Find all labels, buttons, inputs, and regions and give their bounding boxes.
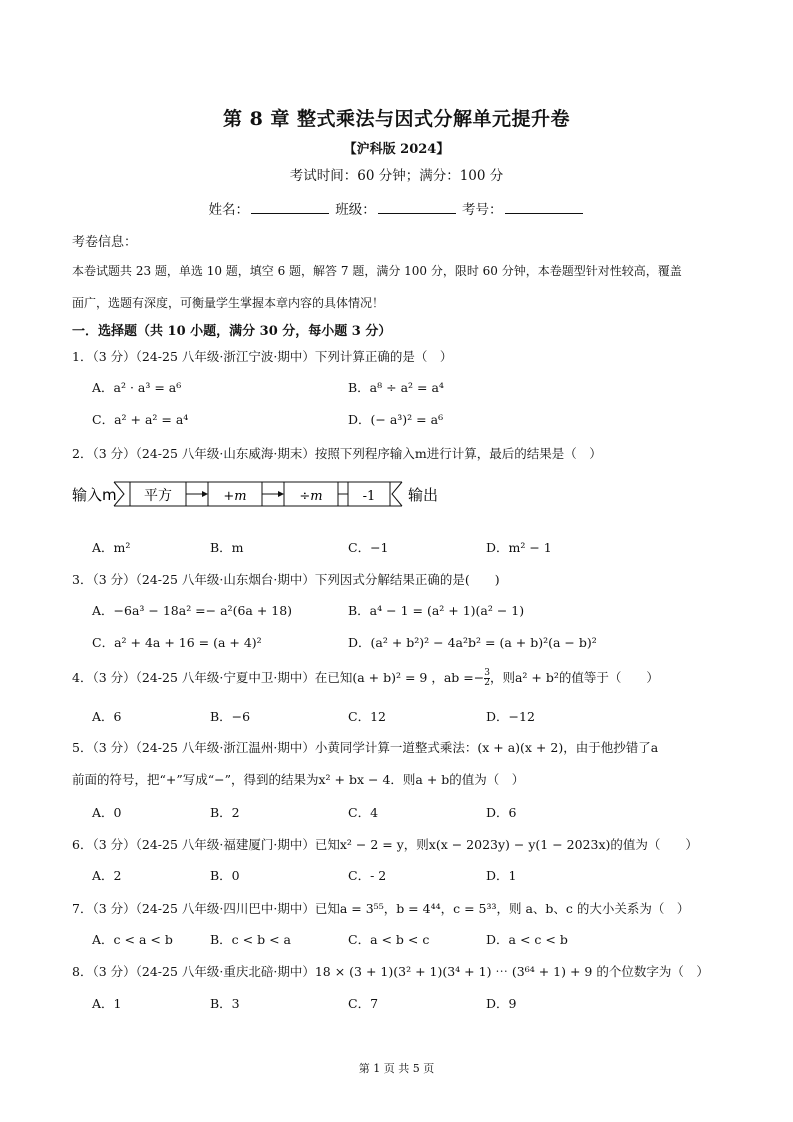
q5-option-b[interactable]: B．2 [210, 805, 240, 820]
question-7: 7．（3 分）（24-25 八年级·四川巴中·期中）已知a = 3⁵⁵，b = 4⁴⁴，c = 5³³，则 a、b、c 的大小关系为（ ） [72, 901, 690, 916]
q6-option-a[interactable]: A．2 [92, 868, 122, 883]
q7-option-b[interactable]: B．c < b < a [210, 932, 291, 947]
question-8: 8．（3 分）（24-25 八年级·重庆北碚·期中）18 × (3 + 1)(3² + 1)(3⁴ + 1) ⋯ (3⁶⁴ + 1) + 9 的个位数字为（ ） [72, 964, 709, 979]
id-blank[interactable] [505, 199, 583, 214]
q1-option-d[interactable]: D．(− a³)² = a⁶ [348, 412, 444, 427]
name-blank[interactable] [251, 199, 329, 214]
question-5: 5．（3 分）（24-25 八年级·浙江温州·期中）小黄同学计算一道整式乘法：(x + a)(x + 2)，由于他抄错了a [72, 740, 659, 755]
intro-line-2: 面广，选题有深度，可衡量学生掌握本章内容的具体情况！ [72, 296, 385, 310]
id-label: 考号： [462, 202, 503, 218]
q3-option-a[interactable]: A．−6a³ − 18a² =− a²(6a + 18) [92, 603, 293, 618]
question-3: 3．（3 分）（24-25 八年级·山东烟台·期中）下列因式分解结果正确的是( ) [72, 572, 500, 587]
svg-text:-1: -1 [362, 489, 376, 504]
diagram-input-label: 输入m [72, 486, 117, 504]
svg-text:平方: 平方 [144, 488, 172, 504]
question-2: 2．（3 分）（24-25 八年级·山东威海·期末）按照下列程序输入m进行计算，最后的结果是（ ） [72, 446, 602, 461]
student-fields [0, 198, 793, 218]
fraction-three-halves: $\frac{3}{2}$ [484, 668, 490, 688]
q5-option-a[interactable]: A．0 [92, 805, 122, 820]
q8-option-b[interactable]: B．3 [210, 996, 240, 1011]
exam-info: 考试时间：60 分钟；满分：100 分 [289, 168, 504, 184]
question-6: 6．（3 分）（24-25 八年级·福建厦门·期中）已知x² − 2 = y，则x(x − 2023y) − y(1 − 2023x)的值为（ ） [72, 837, 698, 852]
section-title: 一．选择题（共 10 小题，满分 30 分，每小题 3 分） [72, 324, 392, 339]
svg-text:÷m: ÷m [299, 489, 323, 504]
q5-option-d[interactable]: D．6 [486, 805, 517, 820]
question-4: 4．（3 分）（24-25 八年级·宁夏中卫·期中）在已知(a + b)² = 9 ，ab =− $\frac{3}{2}$ ，则a² + b²的值等于（ ） [72, 668, 659, 688]
q1-option-b[interactable]: B．a⁸ ÷ a² = a⁴ [348, 380, 444, 395]
class-blank[interactable] [378, 199, 456, 214]
q3-option-d[interactable]: D．(a² + b²)² − 4a²b² = (a + b)²(a − b)² [348, 635, 597, 650]
q7-option-c[interactable]: C．a < b < c [348, 932, 430, 947]
intro-heading: 考卷信息： [72, 235, 138, 250]
q2-option-b[interactable]: B．m [210, 540, 244, 555]
q8-option-a[interactable]: A．1 [92, 996, 122, 1011]
program-flow-diagram [72, 470, 452, 520]
q2-option-c[interactable]: C．−1 [348, 540, 389, 555]
q3-option-c[interactable]: C．a² + 4a + 16 = (a + 4)² [92, 635, 262, 650]
q7-option-a[interactable]: A．c < a < b [92, 932, 173, 947]
page-footer: 第 1 页 共 5 页 [358, 1062, 435, 1075]
q6-option-d[interactable]: D．1 [486, 868, 517, 883]
q4-option-a[interactable]: A．6 [92, 709, 122, 724]
q4-option-c[interactable]: C．12 [348, 709, 386, 724]
q2-option-a[interactable]: A．m² [92, 540, 131, 555]
q6-option-b[interactable]: B．0 [210, 868, 240, 883]
class-label: 班级： [335, 202, 376, 218]
q4-option-b[interactable]: B．−6 [210, 709, 251, 724]
q1-option-c[interactable]: C．a² + a² = a⁴ [92, 412, 189, 427]
q3-option-b[interactable]: B．a⁴ − 1 = (a² + 1)(a² − 1) [348, 603, 525, 618]
q7-option-d[interactable]: D．a < c < b [486, 932, 568, 947]
q8-option-c[interactable]: C．7 [348, 996, 379, 1011]
question-1: 1．（3 分）（24-25 八年级·浙江宁波·期中）下列计算正确的是（ ） [72, 349, 453, 364]
q5-option-c[interactable]: C．4 [348, 805, 379, 820]
q8-option-d[interactable]: D．9 [486, 996, 517, 1011]
page-title: 第 8 章 整式乘法与因式分解单元提升卷 [222, 108, 571, 130]
q6-option-c[interactable]: C．- 2 [348, 868, 387, 883]
q1-option-a[interactable]: A．a² · a³ = a⁶ [92, 380, 182, 395]
edition-label: 【沪科版 2024】 [343, 142, 450, 157]
q2-option-d[interactable]: D．m² − 1 [486, 540, 552, 555]
name-label: 姓名： [208, 202, 249, 218]
question-5-cont: 前面的符号，把“+”写成“−”，得到的结果为x² + bx − 4．则a + b的值为（ ） [72, 772, 525, 787]
svg-text:+m: +m [223, 489, 247, 504]
diagram-output-label: 输出 [408, 486, 439, 504]
q4-option-d[interactable]: D．−12 [486, 709, 535, 724]
intro-line-1: 本卷试题共 23 题，单选 10 题，填空 6 题，解答 7 题，满分 100 分，限时 60 分钟，本卷题型针对性较高，覆盖 [72, 264, 682, 278]
